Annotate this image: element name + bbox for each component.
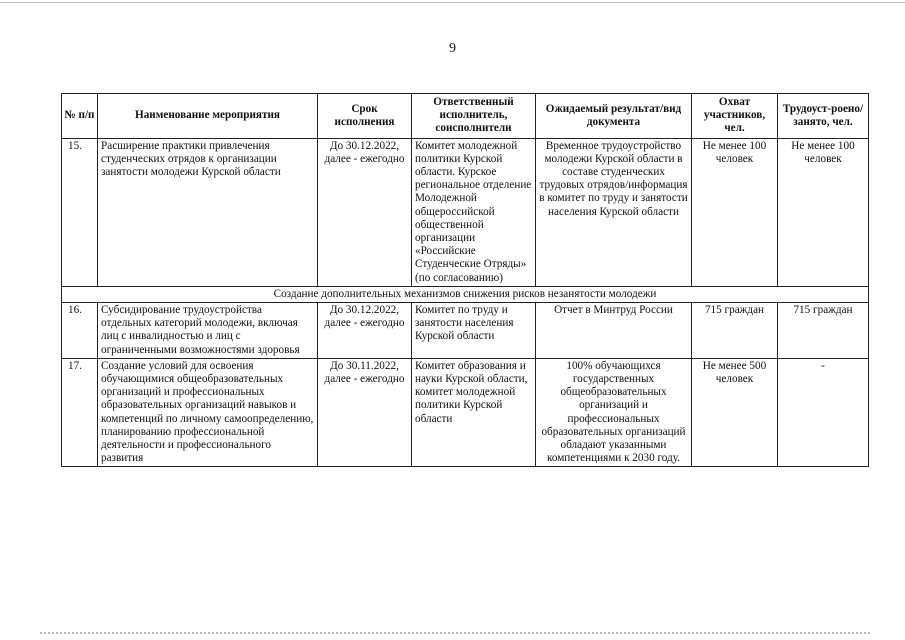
header-term: Срок исполнения — [318, 94, 412, 139]
row-result: 100% обучающихся государственных общеобразовательных организаций и профессиональных образовательных организаций обладают указанными компетенциями к 2030 году. — [536, 358, 692, 467]
table-row — [62, 358, 869, 467]
scan-bottom-noise — [40, 632, 870, 637]
table-row — [62, 303, 869, 359]
row-num: 15. — [62, 138, 98, 286]
header-responsible: Ответственный исполнитель, соисполнители — [412, 94, 536, 139]
row-name: Субсидирование трудоустройства отдельных категорий молодежи, включая лиц с инвалидностью и лиц с ограниченными возможностями здоровья — [98, 303, 318, 359]
row-name: Расширение практики привлечения студенческих отрядов к организации занятости молодежи Курской области — [98, 138, 318, 286]
row-result: Отчет в Минтруд России — [536, 303, 692, 359]
row-num: 16. — [62, 303, 98, 359]
header-num: № п/п — [62, 94, 98, 139]
table-header-row — [62, 94, 869, 139]
header-result: Ожидаемый результат/вид документа — [536, 94, 692, 139]
scan-edge-line — [0, 2, 905, 3]
row-name: Создание условий для освоения обучающимися общеобразовательных организаций и профессиональных образовательных организаций навыков и компетенций по личному самоопределению, планированию профессиональной деятельности и профессионального развития — [98, 358, 318, 467]
header-employed: Трудоуст-роено/занято, чел. — [778, 94, 869, 139]
row-responsible: Комитет по труду и занятости населения Курской области — [412, 303, 536, 359]
measures-table — [61, 93, 869, 467]
section-title: Создание дополнительных механизмов снижения рисков незанятости молодежи — [62, 286, 869, 302]
row-responsible: Комитет образования и науки Курской области, комитет молодежной политики Курской области — [412, 358, 536, 467]
header-name: Наименование мероприятия — [98, 94, 318, 139]
row-employed: - — [778, 358, 869, 467]
row-term: До 30.12.2022, далее - ежегодно — [318, 303, 412, 359]
section-row — [62, 286, 869, 302]
row-term: До 30.12.2022, далее - ежегодно — [318, 138, 412, 286]
header-coverage: Охват участников, чел. — [692, 94, 778, 139]
row-coverage: Не менее 100 человек — [692, 138, 778, 286]
table-row — [62, 138, 869, 286]
row-result: Временное трудоустройство молодежи Курской области в составе студенческих трудовых отрядов/информация в комитет по труду и занятости населения Курской области — [536, 138, 692, 286]
row-employed: Не менее 100 человек — [778, 138, 869, 286]
row-coverage: 715 граждан — [692, 303, 778, 359]
row-num: 17. — [62, 358, 98, 467]
row-term: До 30.11.2022, далее - ежегодно — [318, 358, 412, 467]
row-responsible: Комитет молодежной политики Курской области. Курское региональное отделение Молодежной общероссийской общественной организации «Российские Студенческие Отряды» (по согласованию) — [412, 138, 536, 286]
row-employed: 715 граждан — [778, 303, 869, 359]
page-number: 9 — [449, 41, 456, 56]
row-coverage: Не менее 500 человек — [692, 358, 778, 467]
